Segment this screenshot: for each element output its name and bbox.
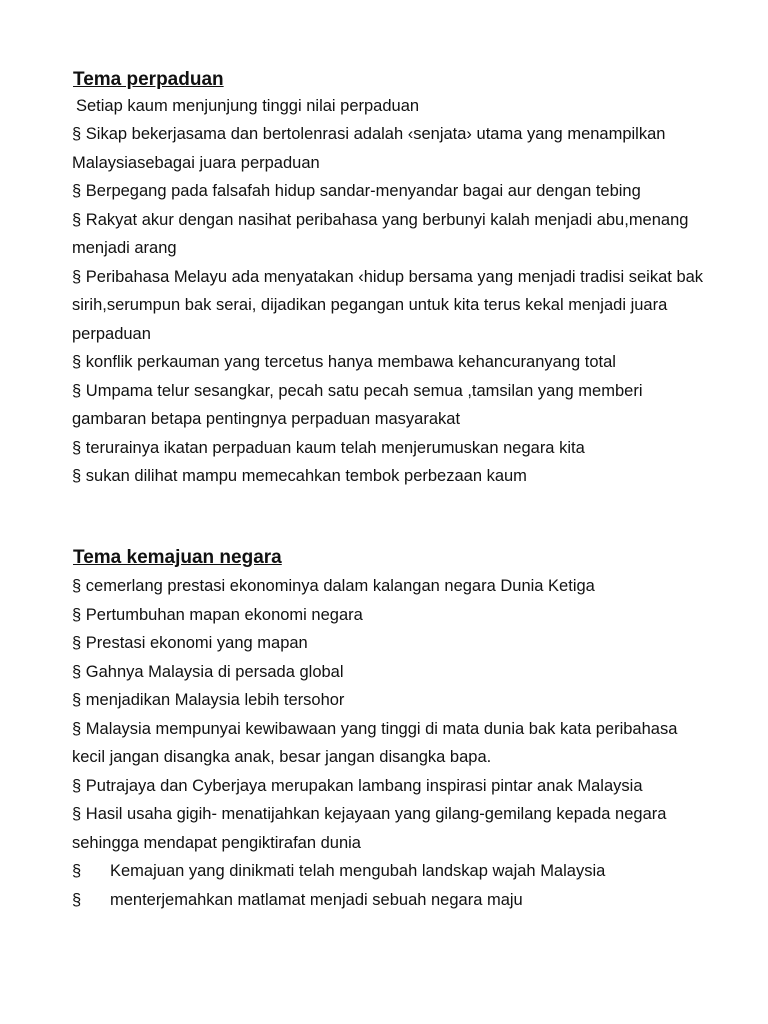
list-item <box>72 772 712 801</box>
list-item <box>72 572 712 601</box>
list-item <box>72 800 712 857</box>
section-sign-bullet: § <box>72 605 82 624</box>
section-sign-bullet: § <box>72 862 82 880</box>
list-item-text: Umpama telur sesangkar, pecah satu pecah semua ,tamsilan yang memberi gambaran betapa pentingnya perpaduan masyarakat <box>72 381 643 428</box>
section-sign-bullet: § <box>72 267 82 286</box>
bullet-list <box>72 572 712 914</box>
list-item <box>72 686 712 715</box>
section-sign-bullet: § <box>72 210 82 229</box>
list-item-text: Rakyat akur dengan nasihat peribahasa yang berbunyi kalah menjadi abu,menang menjadi arang <box>72 210 689 257</box>
list-item <box>72 377 712 434</box>
list-item <box>72 715 712 772</box>
section-intro: Setiap kaum menjunjung tinggi nilai perpaduan <box>76 97 420 115</box>
list-item <box>72 177 712 206</box>
list-item <box>72 886 712 915</box>
list-item-text: Gahnya Malaysia di persada global <box>85 662 344 681</box>
list-item-text: terurainya ikatan perpaduan kaum telah menjerumuskan negara kita <box>85 438 585 457</box>
section-sign-bullet: § <box>72 467 82 485</box>
list-item-text: Pertumbuhan mapan ekonomi negara <box>85 605 363 624</box>
section-sign-bullet: § <box>72 890 82 909</box>
list-item-text: Hasil usaha gigih- menatijahkan kejayaan yang gilang-gemilang kepada negara sehingga mendapat pengiktirafan dunia <box>72 805 667 852</box>
section-sign-bullet: § <box>72 719 82 738</box>
section-heading: Tema perpaduan <box>73 69 224 90</box>
list-item-text: sukan dilihat mampu memecahkan tembok perbezaan kaum <box>85 467 527 485</box>
section-sign-bullet: § <box>72 691 82 709</box>
list-item-text: menterjemahkan matlamat menjadi sebuah negara maju <box>110 890 523 909</box>
list-item-text: cemerlang prestasi ekonominya dalam kalangan negara Dunia Ketiga <box>85 577 595 595</box>
section-sign-bullet: § <box>72 776 82 795</box>
section-sign-bullet: § <box>72 125 82 143</box>
section-sign-bullet: § <box>72 577 82 595</box>
list-item <box>72 601 712 630</box>
list-item <box>72 857 712 886</box>
list-item-text: Malaysia mempunyai kewibawaan yang tinggi di mata dunia bak kata peribahasa kecil jangan disangka anak, besar jangan disangka bapa. <box>72 719 678 766</box>
list-item <box>72 206 712 263</box>
section-sign-bullet: § <box>72 381 82 400</box>
list-item <box>72 348 712 377</box>
bullet-list <box>72 120 712 491</box>
list-item <box>72 629 712 658</box>
list-item-text: Putrajaya dan Cyberjaya merupakan lambang inspirasi pintar anak Malaysia <box>85 776 643 795</box>
list-item-text: Kemajuan yang dinikmati telah mengubah landskap wajah Malaysia <box>110 862 606 880</box>
section-sign-bullet: § <box>72 353 82 371</box>
list-item <box>72 434 712 463</box>
section-sign-bullet: § <box>72 438 82 457</box>
section-sign-bullet: § <box>72 662 82 681</box>
list-item <box>72 120 712 177</box>
section-sign-bullet: § <box>72 634 82 652</box>
section-kemajuan-negara <box>72 544 712 914</box>
list-item-text: Sikap bekerjasama dan bertolenrasi adalah ‹senjata› utama yang menampilkan Malaysiasebagai juara perpaduan <box>72 125 666 172</box>
list-item-text: menjadikan Malaysia lebih tersohor <box>85 691 345 709</box>
section-heading: Tema kemajuan negara <box>73 547 282 568</box>
list-item-text: Berpegang pada falsafah hidup sandar-menyandar bagai aur dengan tebing <box>85 182 641 200</box>
list-item <box>72 462 712 491</box>
section-sign-bullet: § <box>72 182 82 200</box>
list-item-text: Prestasi ekonomi yang mapan <box>85 634 308 652</box>
list-item-text: Peribahasa Melayu ada menyatakan ‹hidup bersama yang menjadi tradisi seikat bak sirih,serumpun bak serai, dijadikan pegangan untuk kita terus kekal menjadi juara perpaduan <box>72 267 704 343</box>
list-item <box>72 263 712 349</box>
list-item-text: konflik perkauman yang tercetus hanya membawa kehancuranyang total <box>85 353 616 371</box>
section-sign-bullet: § <box>72 805 82 823</box>
section-perpaduan <box>72 66 712 491</box>
list-item <box>72 658 712 687</box>
